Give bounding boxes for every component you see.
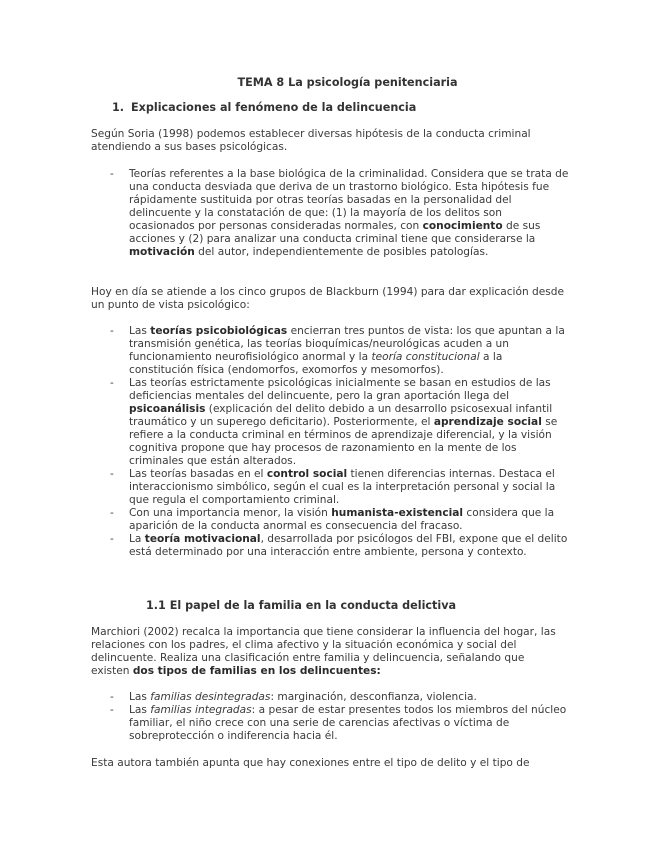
bold-term-motivacion: motivación bbox=[129, 246, 195, 258]
dash-bullet-icon: - bbox=[110, 507, 114, 519]
list-item-control-social bbox=[110, 468, 570, 507]
text-segment: , desarrollada por psicólogos del FBI, expone que el delito está determinado por una interacción entre ambiente, persona y contexto. bbox=[129, 533, 568, 558]
dash-bullet-icon: - bbox=[110, 325, 114, 337]
text-segment: Las bbox=[129, 691, 151, 703]
bold-term: dos tipos de familias en los delincuentes: bbox=[132, 665, 381, 677]
text-segment: Las teorías estrictamente psicológicas inicialmente se basan en estudios de las deficiencias mentales del delincuente, pero la gran aportación llega del bbox=[129, 377, 551, 402]
bold-term: teoría motivacional bbox=[144, 533, 261, 545]
italic-term: familias desintegradas bbox=[150, 691, 271, 703]
bold-term: humanista-existencial bbox=[331, 507, 464, 519]
bold-term: aprendizaje social bbox=[433, 416, 542, 428]
list-item-humanista bbox=[110, 507, 570, 533]
document-title: TEMA 8 La psicología penitenciaria bbox=[237, 76, 458, 89]
text-segment: encierran tres puntos de vista: los que apuntan a la transmisión genética, las teorías bioquímicas/neurológicas acuden a un funcionamiento neurofisiológico anormal y la bbox=[129, 325, 565, 363]
blackburn-paragraph: Hoy en día se atiende a los cinco grupos de Blackburn (1994) para dar explicación desde un punto de vista psicológico: bbox=[91, 286, 565, 311]
section-1-number: 1. bbox=[112, 101, 125, 114]
text-segment: Marchiori (2002) recalca la importancia que tiene considerar la influencia del hogar, las relaciones con los padres, el clima afectivo y la situación económica y social del delincuente. Realiza una clasificación entre familia y delincuencia, señalando que existen bbox=[91, 626, 556, 677]
text-segment: Las teorías basadas en el bbox=[129, 468, 267, 480]
bold-term-conocimiento: conocimiento bbox=[422, 220, 503, 232]
list-item-psicobiologicas bbox=[110, 325, 570, 377]
list-item-psicologicas bbox=[110, 377, 570, 468]
list-item-biological bbox=[110, 168, 570, 259]
text-segment: : a pesar de estar presentes todos los miembros del núcleo familiar, el niño crece con una serie de carencias afectivas o víctima de sobreprotección o indiferencia hacia él. bbox=[129, 704, 567, 742]
marchiori-paragraph bbox=[91, 626, 566, 678]
list-item-motivacional bbox=[110, 533, 570, 559]
text-segment: considera que la aparición de la conducta anormal es consecuencia del fracaso. bbox=[129, 507, 555, 532]
text-segment: se refiere a la conducta criminal en términos de aprendizaje diferencial, y la visión cognitiva propone que hay procesos de razonamiento en la mente de los criminales que están alterados. bbox=[129, 416, 558, 467]
text-segment: del autor, independientemente de posibles patologías. bbox=[194, 246, 489, 258]
bold-term: control social bbox=[266, 468, 348, 480]
family-list bbox=[110, 691, 570, 743]
text-segment: Teorías referentes a la base biológica de la criminalidad. Considera que se trata de una conducta desviada que deriva de un trastorno biológico. Esta hipótesis fue rápidamente sustituida por otras teorías basadas en la personalidad del delincuente y la constatación de que: (1) la mayoría de los delitos son ocasionados por personas consideradas normales, con bbox=[129, 168, 569, 232]
text-segment: La bbox=[129, 533, 145, 545]
text-segment: de sus acciones y (2) para analizar una conducta criminal tiene que considerarse la bbox=[129, 220, 541, 245]
list-item-integradas bbox=[110, 704, 570, 743]
dash-bullet-icon: - bbox=[110, 168, 114, 180]
bold-term: teorías psicobiológicas bbox=[150, 325, 288, 337]
biological-list bbox=[110, 168, 570, 259]
text-segment: Con una importancia menor, la visión bbox=[129, 507, 332, 519]
text-segment: tienen diferencias internas. Destaca el interaccionismo simbólico, según el cual es la interpretación personal y social la que regula el comportamiento criminal. bbox=[129, 468, 556, 506]
dash-bullet-icon: - bbox=[110, 691, 114, 703]
italic-term: familias integradas bbox=[150, 704, 252, 716]
text-segment: Las bbox=[129, 704, 151, 716]
section-1-title: Explicaciones al fenómeno de la delincuencia bbox=[131, 101, 417, 114]
closing-paragraph: Esta autora también apunta que hay conexiones entre el tipo de delito y el tipo de bbox=[91, 757, 530, 769]
section-1-heading bbox=[112, 101, 416, 114]
intro-paragraph: Según Soria (1998) podemos establecer diversas hipótesis de la conducta criminal atendiendo a sus bases psicológicas. bbox=[91, 128, 531, 153]
list-item-desintegradas bbox=[110, 691, 570, 704]
dash-bullet-icon: - bbox=[110, 533, 114, 545]
bold-term: psicoanálisis bbox=[129, 403, 206, 415]
text-segment: (explicación del delito debido a un desarrollo psicosexual infantil traumático y un superego deficitario). Posteriormente, el bbox=[129, 403, 553, 428]
italic-term: teoría constitucional bbox=[371, 351, 480, 363]
text-segment: : marginación, desconfianza, violencia. bbox=[270, 691, 477, 703]
dash-bullet-icon: - bbox=[110, 704, 114, 716]
dash-bullet-icon: - bbox=[110, 468, 114, 480]
dash-bullet-icon: - bbox=[110, 377, 114, 389]
text-segment: a la constitución física (endomorfos, exomorfos y mesomorfos). bbox=[129, 351, 503, 376]
text-segment: Las bbox=[129, 325, 151, 337]
blackburn-list bbox=[110, 325, 570, 559]
section-1-1-heading: 1.1 El papel de la familia en la conducta delictiva bbox=[146, 599, 457, 612]
